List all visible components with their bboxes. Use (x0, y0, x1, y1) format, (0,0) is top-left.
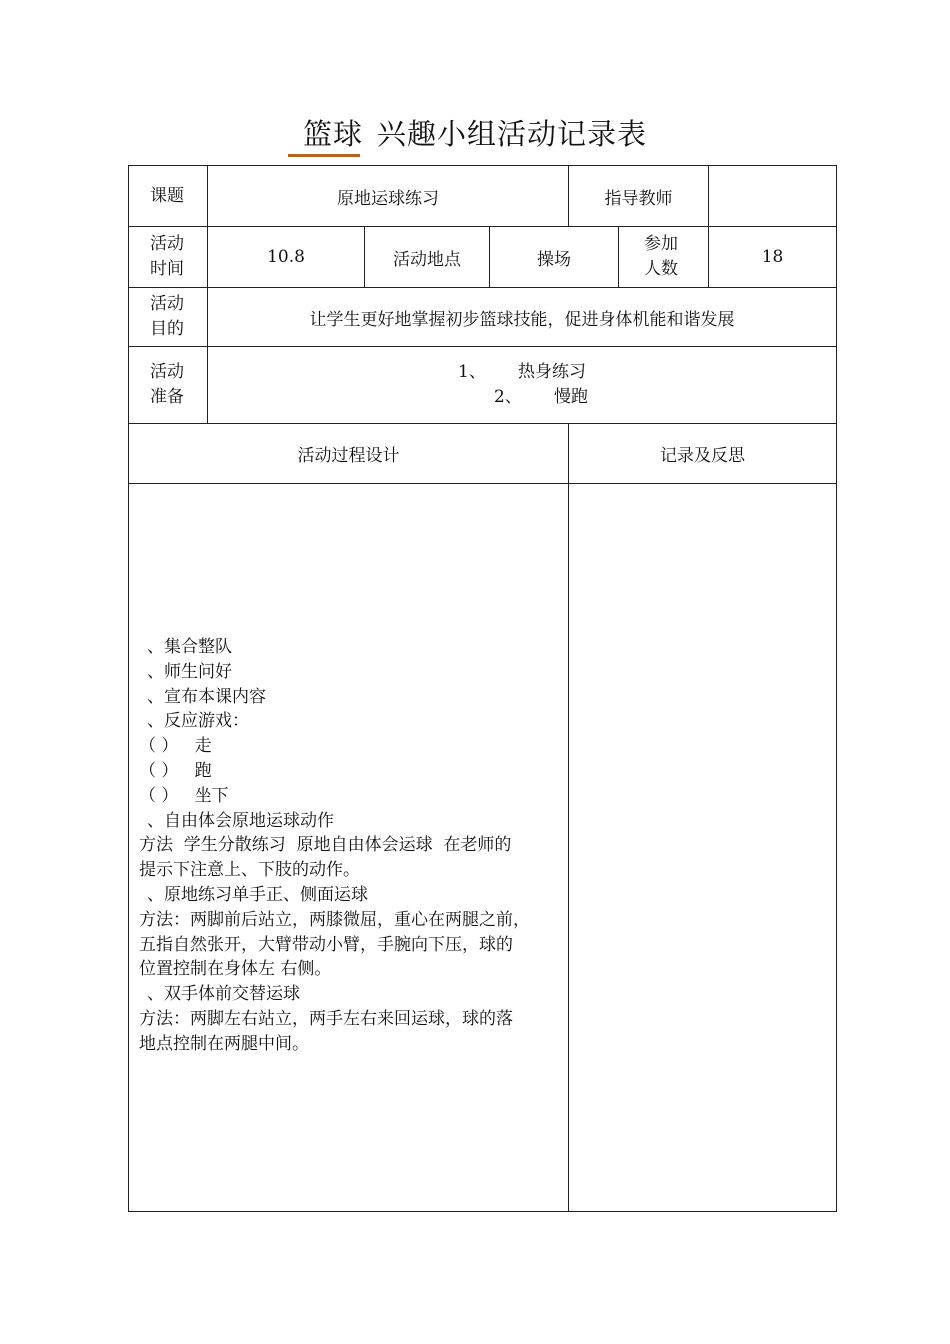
title-underline (288, 154, 360, 157)
row-purpose (129, 288, 837, 347)
prep-item-number: 1、 (458, 362, 486, 382)
page-title (0, 112, 950, 153)
process-line: 、师生问好 (147, 661, 232, 682)
prep-label-line1: 活动 (150, 362, 184, 382)
prep-label (129, 347, 208, 424)
teacher-label: 指导教师 (569, 166, 709, 227)
time-label-line2: 时间 (150, 259, 184, 279)
topic-value: 原地运球练习 (208, 166, 569, 227)
topic-label: 课题 (129, 166, 208, 227)
count-label-line2: 人数 (644, 259, 679, 279)
process-cell (129, 484, 569, 1212)
process-line: 地点控制在两腿中间。 (139, 1033, 309, 1054)
process-line: 位置控制在身体左 右侧。 (139, 959, 332, 980)
place-value: 操场 (490, 227, 619, 288)
process-body (139, 635, 568, 1057)
count-value: 18 (709, 227, 837, 288)
prep-item-number: 2、 (494, 387, 522, 407)
process-line: 、原地练习单手正、侧面运球 (147, 884, 368, 905)
process-line: 方法：两脚左右站立，两手左右来回运球，球的落 (139, 1008, 513, 1029)
process-line: 方法：两脚前后站立，两膝微屈，重心在两腿之前， (139, 909, 530, 930)
prep-label-line2: 准备 (150, 387, 184, 407)
purpose-label-line2: 目的 (150, 319, 184, 339)
process-line: 提示下注意上、下肢的动作。 (139, 860, 360, 881)
place-label: 活动地点 (365, 227, 490, 288)
process-line: 、自由体会原地运球动作 (147, 810, 334, 831)
time-label (129, 227, 208, 288)
activity-record-table (128, 165, 837, 1212)
time-label-line1: 活动 (150, 234, 184, 254)
process-line: 、集合整队 (147, 637, 232, 657)
process-line: 、反应游戏： (147, 711, 249, 732)
process-line: （ ） 走 (139, 736, 212, 757)
time-value: 10.8 (208, 227, 365, 288)
row-preparation (129, 347, 837, 424)
process-line: 五指自然张开，大臂带动小臂，手腕向下压，球的 (139, 934, 513, 955)
purpose-label-line1: 活动 (150, 294, 184, 314)
title-main: 兴趣小组活动记录表 (377, 117, 648, 151)
reflection-header: 记录及反思 (569, 424, 837, 484)
process-header: 活动过程设计 (129, 424, 569, 484)
prep-item (208, 385, 836, 410)
row-content (129, 484, 837, 1212)
purpose-label (129, 288, 208, 347)
count-label-line1: 参加 (644, 234, 679, 254)
prep-item-text: 热身练习 (518, 362, 586, 382)
prep-item (208, 360, 836, 385)
reflection-cell (569, 484, 837, 1212)
purpose-value: 让学生更好地掌握初步篮球技能，促进身体机能和谐发展 (208, 288, 837, 347)
teacher-value (709, 166, 837, 227)
process-line: 、宣布本课内容 (147, 686, 266, 707)
row-time-place (129, 227, 837, 288)
title-sport: 篮球 (302, 117, 363, 151)
count-label (619, 227, 709, 288)
prep-item-text: 慢跑 (554, 387, 588, 407)
process-line: （ ） 坐下 (139, 785, 229, 806)
process-line: 、双手体前交替运球 (147, 984, 300, 1005)
process-line: 方法 学生分散练习 原地自由体会运球 在老师的 (139, 835, 512, 856)
process-line: （ ） 跑 (139, 760, 212, 781)
row-topic (129, 166, 837, 227)
prep-items (208, 347, 837, 424)
row-section-headers (129, 424, 837, 484)
